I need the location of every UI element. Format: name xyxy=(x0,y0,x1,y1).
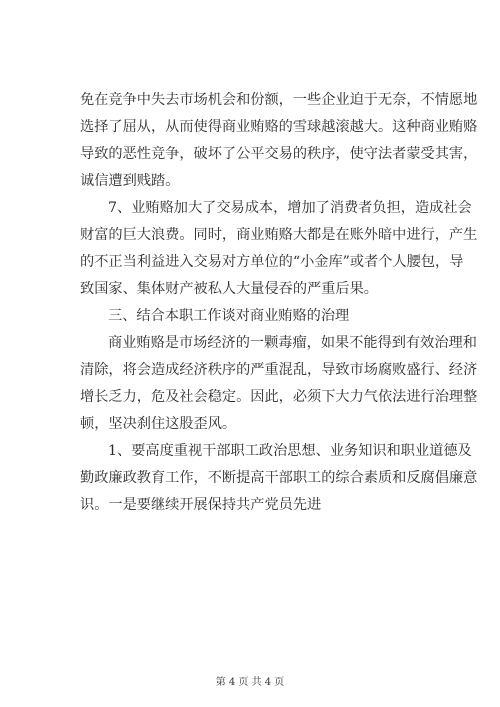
text-line-10: 商业贿赂是市场经济的一颗毒瘤，如果不能得到有效治理和 xyxy=(108,335,477,351)
text-line-6: 财富的巨大浪费。同时，商业贿赂大都是在账外暗中进行，产生 xyxy=(80,227,478,243)
text-line-13: 顿，坚决刹住这股歪风。 xyxy=(80,416,237,432)
text-line-3: 导致的恶性竞争，破坏了公平交易的秩序，使守法者蒙受其害， xyxy=(80,146,478,162)
text-line-16: 识。一是要继续开展保持共产党员先进 xyxy=(80,497,322,513)
text-line-4: 诚信遭到贱踏。 xyxy=(80,173,180,189)
text-line-14: 1、要高度重视干部职工政治思想、业务知识和职业道德及 xyxy=(108,443,472,459)
text-line-2: 选择了屈从，从而使得商业贿赂的雪球越滚越大。这种商业贿赂 xyxy=(80,119,478,135)
text-line-1: 免在竞争中失去市场机会和份额，一些企业迫于无奈，不情愿地 xyxy=(80,92,478,108)
text-line-12: 增长乏力，危及社会稳定。因此，必须下大力气依法进行治理整 xyxy=(80,389,478,405)
text-line-11: 清除，将会造成经济秩序的严重混乱，导致市场腐败盛行、经济 xyxy=(80,362,478,378)
text-line-8: 致国家、集体财产被私人大量侵吞的严重后果。 xyxy=(80,281,378,297)
text-line-5: 7、业贿赂加大了交易成本，增加了消费者负担，造成社会 xyxy=(108,200,472,216)
text-line-15: 勤政廉政教育工作，不断提高干部职工的综合素质和反腐倡廉意 xyxy=(80,470,478,486)
section-heading: 三、结合本职工作谈对商业贿赂的治理 xyxy=(108,308,350,324)
text-line-7: 的不正当利益进入交易对方单位的“小金库”或者个人腰包，导 xyxy=(80,254,464,270)
page-number-footer: 第 4 页 共 4 页 xyxy=(215,677,285,688)
